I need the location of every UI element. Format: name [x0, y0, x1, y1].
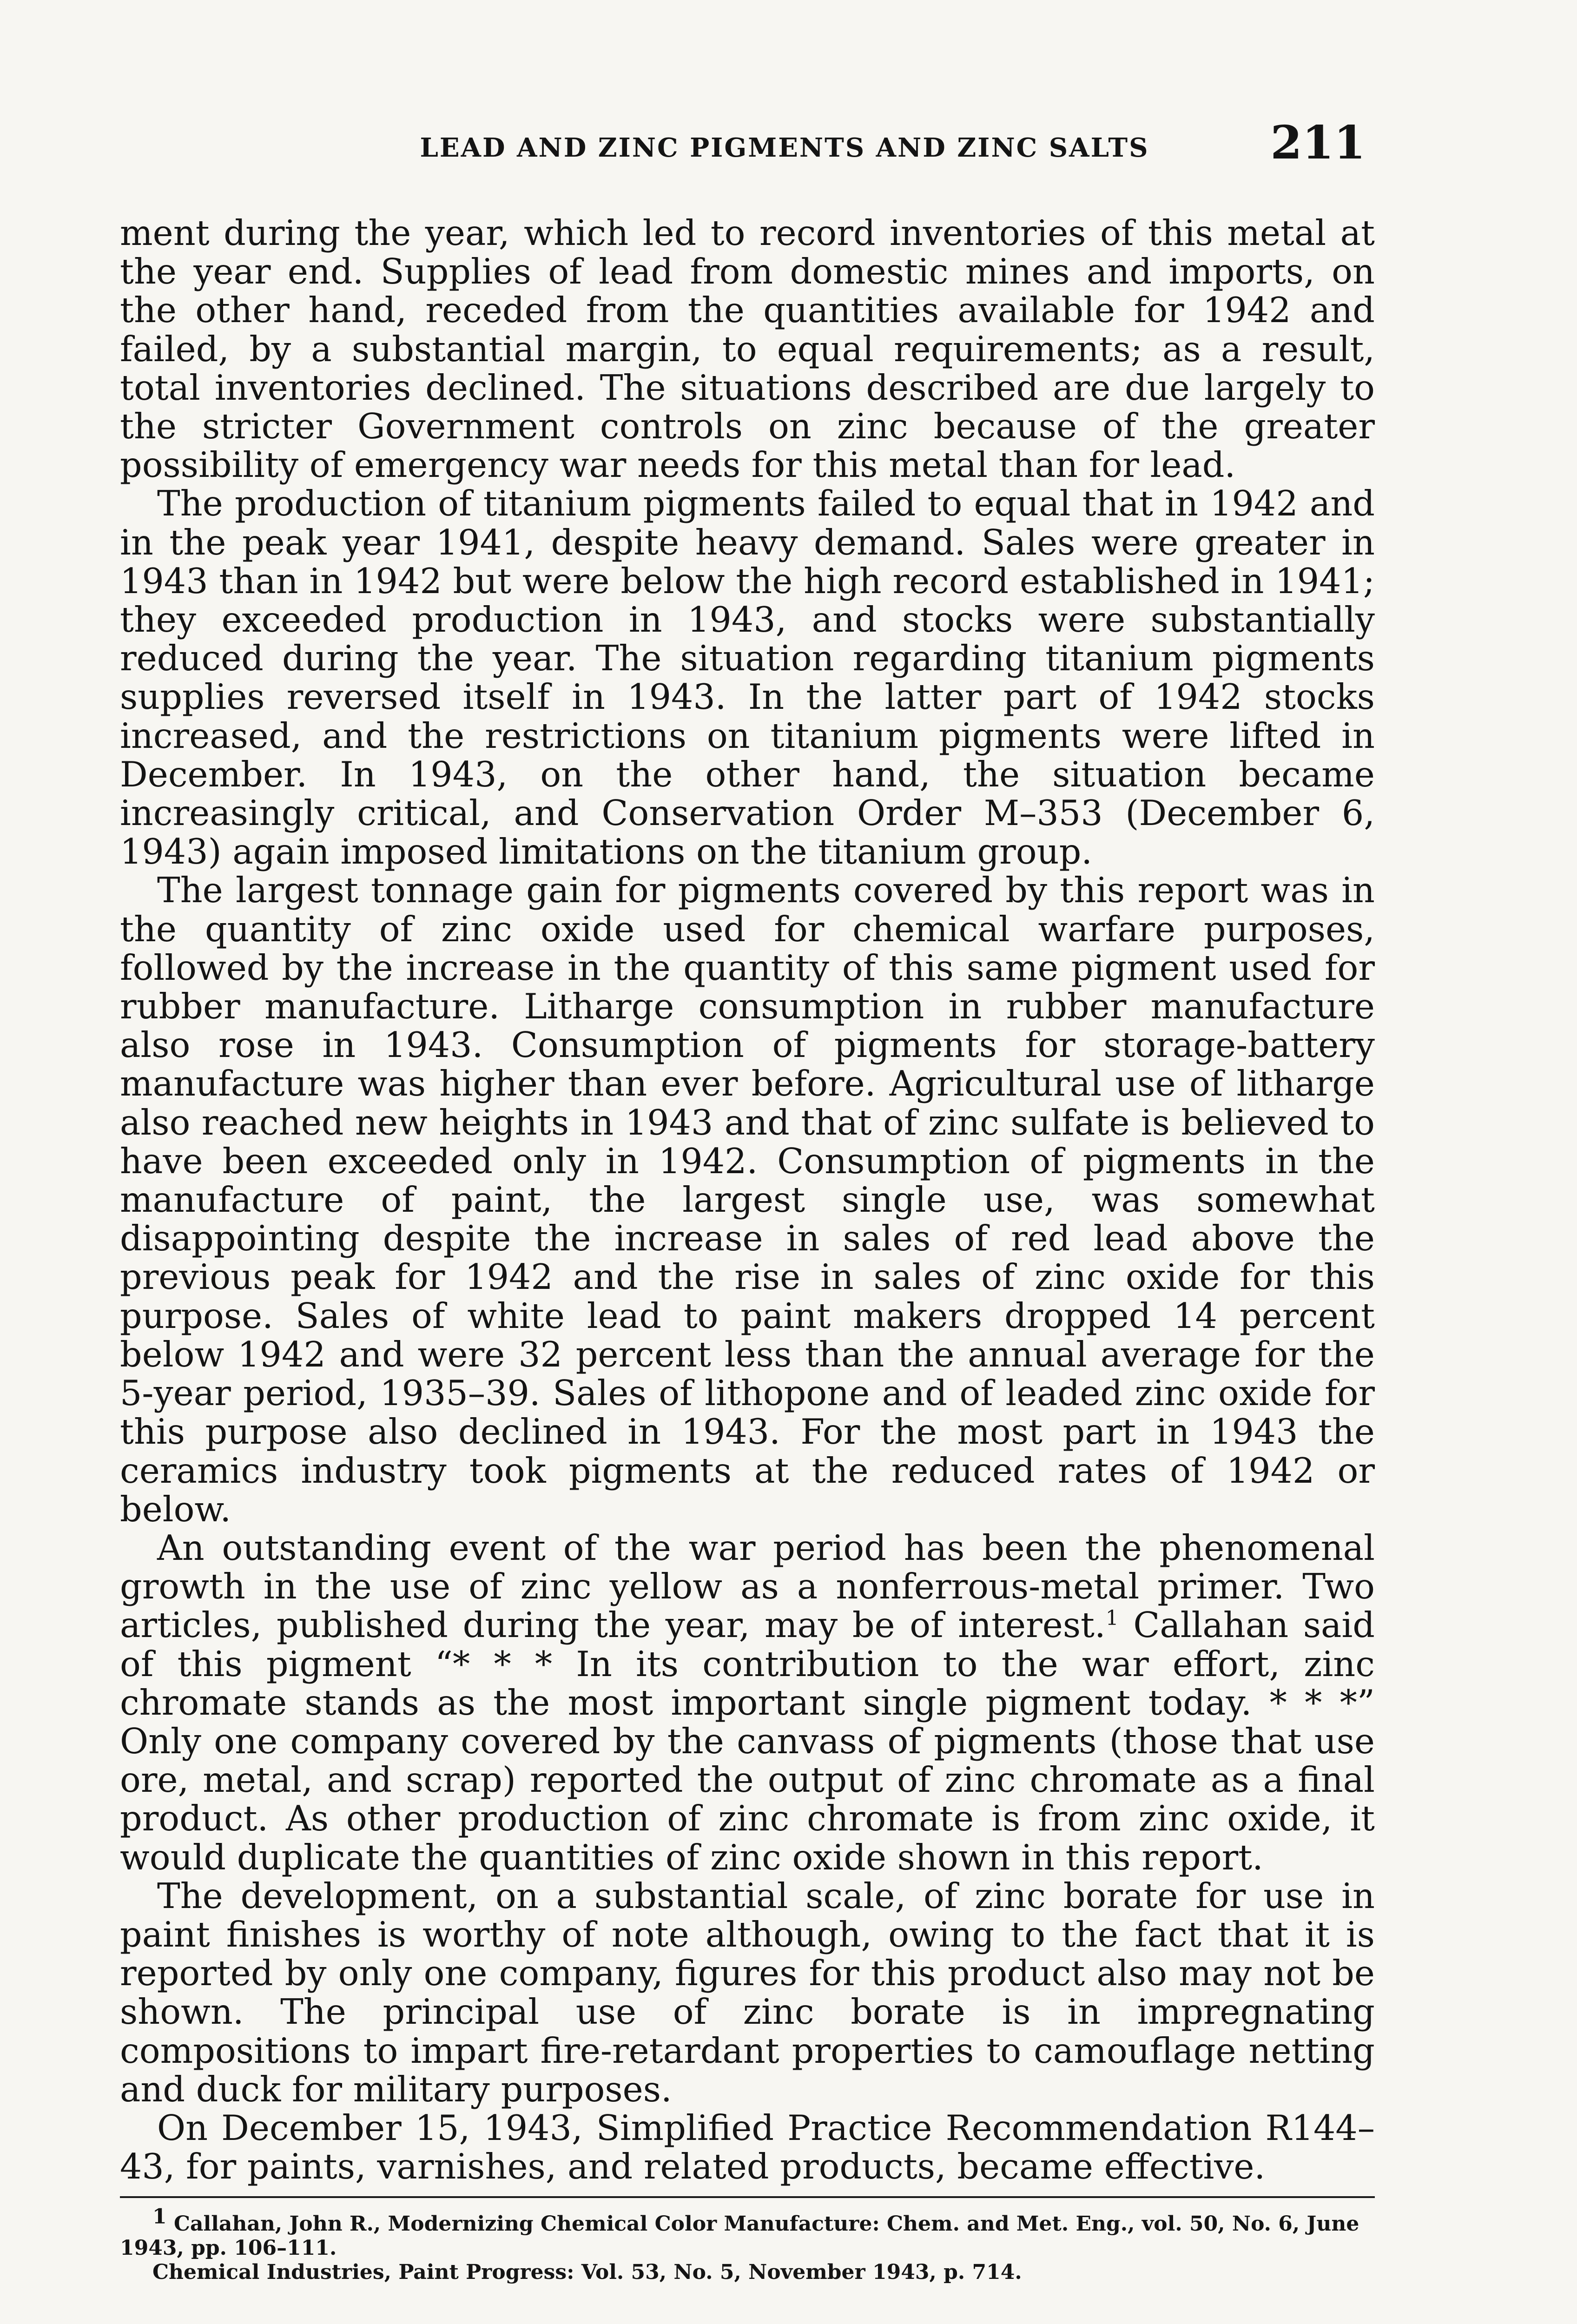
paragraph-titanium: The production of titanium pigments failed to equal that in 1942 and in the peak year 1941, despite heavy demand. Sales were greater in 1943 than in 1942 but were below the high record established in 1941; they exceeded production in 1943, and stocks were substantially reduced during the year. The situation regarding titanium pigments supplies reversed itself in 1943. In the latter part of 1942 stocks increased, and the restrictions on titanium pigments were lifted in December. In 1943, on the other hand, the situation became increasingly critical, and Conservation Order M–353 (December 6, 1943) again imposed limitations on the titanium group. [120, 483, 1375, 872]
running-title: LEAD AND ZINC PIGMENTS AND ZINC SALTS [420, 132, 1149, 163]
footnotes [120, 2205, 1375, 2284]
running-header [120, 116, 1375, 170]
paragraph-continued: ment during the year, which led to record inventories of this metal at the year end. Supplies of lead from domestic mines and imports, on the other hand, receded from the quantities available for 1942 and failed, by a substantial margin, to equal requirements; as a result, total inventories declined. The situations described are due largely to the stricter Government controls on zinc because of the greater possibility of emergency war needs for this metal than for lead. [120, 213, 1375, 486]
paragraph-zinc-borate: The development, on a substantial scale, of zinc borate for use in paint finishes is worthy of note although, owing to the fact that it is reported by only one company, figures for this product also may not be shown. The principal use of zinc borate is in impregnating compositions to impart fire-retardant properties to camouflage netting and duck for military purposes. [120, 1875, 1375, 2110]
paragraph-tonnage: The largest tonnage gain for pigments covered by this report was in the quantity of zinc oxide used for chemical warfare purposes, followed by the increase in the quantity of this same pigment used for rubber manufacture. Litharge consumption in rubber manufacture also rose in 1943. Consumption of pigments for storage-battery manufacture was higher than ever before. Agricultural use of litharge also reached new heights in 1943 and that of zinc sulfate is believed to have been exceeded only in 1942. Consumption of pigments in the manufacture of paint, the largest single use, was somewhat disappointing despite the increase in sales of red lead above the previous peak for 1942 and the rise in sales of zinc oxide for this purpose. Sales of white lead to paint makers dropped 14 percent below 1942 and were 32 percent less than the annual average for the 5-year period, 1935–39. Sales of lithopone and of leaded zinc oxide for this purpose also declined in 1943. For the most part in 1943 the ceramics industry took pigments at the reduced rates of 1942 or below. [120, 870, 1375, 1530]
footnote-2: Chemical Industries, Paint Progress: Vol. 53, No. 5, November 1943, p. 714. [152, 2260, 1022, 2284]
footnote-1-marker: 1 [152, 2205, 167, 2229]
paragraph-simplified-practice: On December 15, 1943, Simplified Practice Recommendation R144–43, for paints, varnishes, and related products, became effective. [120, 2107, 1375, 2187]
paragraph-zinc-yellow [120, 1529, 1375, 1877]
footnote-divider [120, 2196, 1375, 2198]
body-text [120, 214, 1375, 2186]
footnote-1-text: Callahan, John R., Modernizing Chemical Color Manufacture: Chem. and Met. Eng., vol. 50, No. 6, June 1943, pp. 106–111. [120, 2212, 1359, 2260]
paragraph-zinc-yellow-rest: Callahan said of this pigment “* * * In its contribution to the war effort, zinc chromate stands as the most important single pigment today. * * *” Only one company covered by the canvass of pigments (those that use ore, metal, and scrap) reported the output of zinc chromate as a final product. As other production of zinc chromate is from zinc oxide, it would duplicate the quantities of zinc oxide shown in this report. [120, 1605, 1375, 1878]
page [120, 116, 1375, 2284]
page-number: 211 [1270, 116, 1366, 170]
footnote-1 [120, 2205, 1375, 2260]
footnote-marker: 1 [1105, 1606, 1119, 1631]
paragraph-zinc-yellow-start: An outstanding event of the war period has been the phenomenal growth in the use of zinc yellow as a nonferrous-metal primer. Two articles, published during the year, may be of interest. [120, 1527, 1375, 1646]
